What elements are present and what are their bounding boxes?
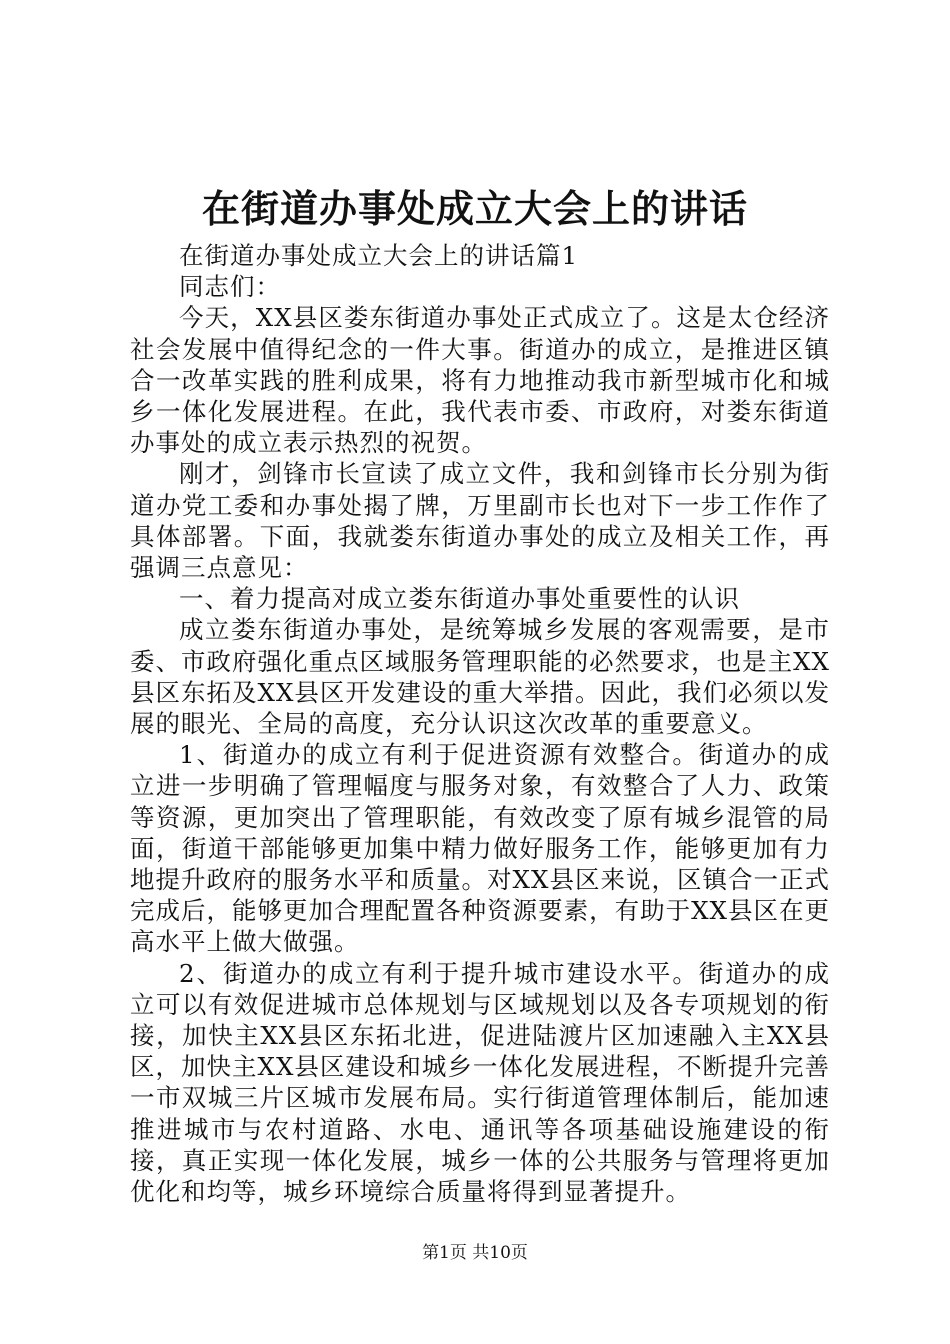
document-body [130, 240, 830, 1207]
paragraph: 1、街道办的成立有利于促进资源有效整合。街道办的成立进一步明确了管理幅度与服务对象，有效整合了人力、政策等资源，更加突出了管理职能，有效改变了原有城乡混管的局面，街道干部能够更加集中精力做好服务工作，能够更加有力地提升政府的服务水平和质量。对XX县区来说，区镇合一正式完成后，能够更加合理配置各种资源要素，有助于XX县区在更高水平上做大做强。 [130, 740, 830, 957]
paragraph: 今天，XX县区娄东街道办事处正式成立了。这是太仓经济社会发展中值得纪念的一件大事。街道办的成立，是推进区镇合一改革实践的胜利成果，将有力地推动我市新型城市化和城乡一体化发展进程。在此，我代表市委、市政府，对娄东街道办事处的成立表示热烈的祝贺。 [130, 303, 830, 458]
paragraph: 刚才，剑锋市长宣读了成立文件，我和剑锋市长分别为街道办党工委和办事处揭了牌，万里副市长也对下一步工作作了具体部署。下面，我就娄东街道办事处的成立及相关工作，再强调三点意见： [130, 459, 830, 583]
paragraph: 2、街道办的成立有利于提升城市建设水平。街道办的成立可以有效促进城市总体规划与区域规划以及各专项规划的衔接，加快主XX县区东拓北进，促进陆渡片区加速融入主XX县区，加快主XX县区建设和城乡一体化发展进程，不断提升完善一市双城三片区城市发展布局。实行街道管理体制后，能加速推进城市与农村道路、水电、通讯等各项基础设施建设的衔接，真正实现一体化发展，城乡一体的公共服务与管理将更加优化和均等，城乡环境综合质量将得到显著提升。 [130, 958, 830, 1207]
document-title: 在街道办事处成立大会上的讲话 [201, 186, 748, 231]
page-footer: 第1页 共10页 [422, 1243, 528, 1263]
section-heading: 在街道办事处成立大会上的讲话篇1 [179, 241, 579, 270]
salutation: 同志们： [179, 272, 281, 302]
subsection-heading: 一、着力提高对成立娄东街道办事处重要性的认识 [179, 584, 740, 614]
paragraph: 成立娄东街道办事处，是统筹城乡发展的客观需要，是市委、市政府强化重点区域服务管理职能的必然要求，也是主XX县区东拓及XX县区开发建设的重大举措。因此，我们必须以发展的眼光、全局的高度，充分认识这次改革的重要意义。 [130, 615, 830, 739]
